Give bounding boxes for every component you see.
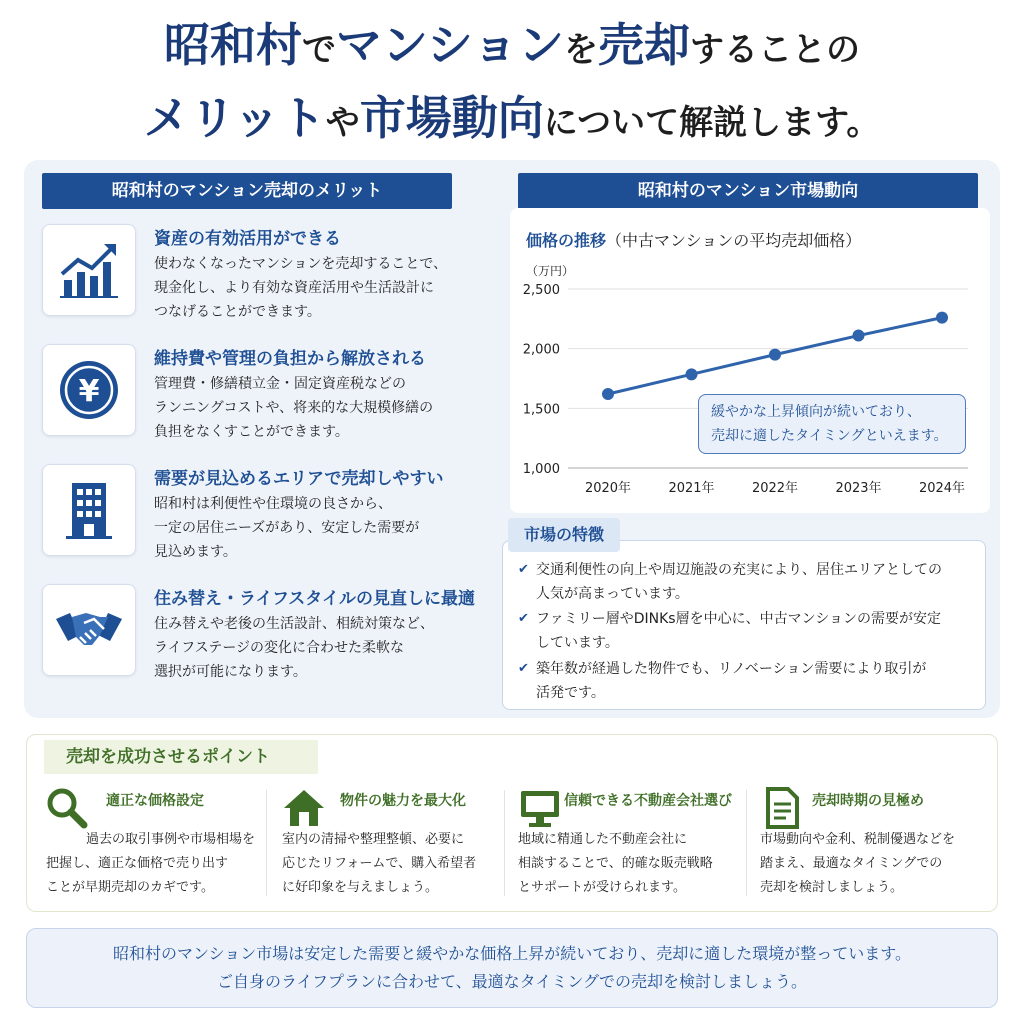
- headline-part: や: [325, 103, 360, 143]
- points-label: 売却を成功させるポイント: [44, 740, 318, 774]
- point-text: [282, 828, 476, 900]
- headline-line-2: [0, 87, 1024, 160]
- headline-part: マンション: [336, 18, 564, 72]
- chart-title-accent: 価格の推移: [526, 231, 607, 250]
- handshake-icon: [54, 605, 124, 655]
- feature-text-line: しています。: [536, 635, 619, 651]
- headline-part: 市場動向: [359, 91, 544, 145]
- point-title: 物件の魅力を最大化: [340, 793, 466, 809]
- merit-text: [154, 612, 484, 684]
- merit-text-line: つなげることができます。: [154, 304, 321, 320]
- headline-part: で: [302, 30, 337, 70]
- conclusion-box: [26, 928, 998, 1008]
- check-icon: ✔: [518, 562, 529, 577]
- merit-icon-box: [42, 584, 136, 676]
- feature-text-line: 活発です。: [536, 685, 605, 701]
- point-title: 適正な価格設定: [106, 793, 204, 809]
- merit-title: 資産の有効活用ができる: [154, 229, 341, 249]
- merit-text-line: 住み替えや老後の生活設計、相続対策など、: [154, 616, 434, 632]
- y-tick-label: 1,500: [522, 402, 560, 418]
- magnifier-icon: [44, 786, 88, 830]
- headline-part: することの: [689, 30, 860, 70]
- point-text-line: 過去の取引事例や市場相場を: [86, 832, 256, 847]
- headline-line-1: [0, 14, 1024, 87]
- merit-title: 住み替え・ライフスタイルの見直しに最適: [154, 589, 475, 609]
- building-icon: [64, 479, 114, 541]
- y-tick-label: 1,000: [522, 462, 560, 477]
- chart-title: [526, 228, 861, 251]
- merit-text: [154, 492, 484, 564]
- points-divider: [504, 790, 505, 896]
- feature-text: [536, 607, 941, 655]
- feature-text: [536, 558, 942, 606]
- point-text-line: 相談することで、的確な販売戦略: [518, 856, 713, 871]
- merit-text-line: ランニングコストや、将来的な大規模修繕の: [154, 400, 434, 416]
- y-axis-unit: （万円）: [526, 264, 575, 278]
- yen-icon: [57, 358, 121, 422]
- point-text-line: とサポートが受けられます。: [518, 880, 686, 895]
- merit-icon-box: [42, 344, 136, 436]
- document-icon: [760, 786, 804, 830]
- feature-text-line: 築年数が経過した物件でも、リノベーション需要により取引が: [536, 661, 927, 677]
- feature-text-line: 人気が高まっています。: [536, 586, 689, 602]
- point-text-line: に好印象を与えましょう。: [282, 880, 439, 895]
- point-text-line: ことが早期売却のカギです。: [46, 880, 214, 895]
- y-tick-label: 2,500: [522, 283, 560, 298]
- feature-text-line: 交通利便性の向上や周辺施設の充実により、居住エリアとしての: [536, 562, 942, 578]
- merit-item: [42, 224, 482, 320]
- chart-title-rest: （中古マンションの平均売却価格）: [606, 231, 862, 250]
- feature-text: [536, 657, 926, 705]
- points-divider: [266, 790, 267, 896]
- point-text-line: 把握し、適正な価格で売り出す: [46, 856, 229, 871]
- x-tick-label: 2024年: [918, 481, 966, 496]
- y-tick-label: 2,000: [522, 342, 560, 358]
- headline-part: について解説します。: [543, 103, 881, 143]
- svg-text:¥: ¥: [78, 374, 100, 409]
- house-icon: [282, 786, 326, 830]
- headline-part: 売却: [597, 18, 690, 72]
- conclusion-line: 昭和村のマンション市場は安定した需要と緩やかな価格上昇が続いており、売却に適した環境が整っています。: [112, 944, 911, 963]
- point-text: [46, 828, 255, 900]
- x-tick-label: 2023年: [835, 481, 882, 496]
- conclusion-line: ご自身のライフプランに合わせて、最適なタイミングでの売却を検討しましょう。: [216, 972, 808, 991]
- merit-text-line: 管理費・修繕積立金・固定資産税などの: [154, 376, 406, 392]
- point-text-line: 踏まえ、最適なタイミングでの: [760, 856, 943, 871]
- merit-text-line: 現金化し、より有効な資産活用や生活設計に: [154, 280, 434, 296]
- merit-item: [42, 584, 482, 680]
- page-headline: [0, 14, 1024, 160]
- merit-text-line: 見込めます。: [154, 544, 237, 560]
- point-text-line: 応じたリフォームで、購入希望者: [282, 856, 477, 871]
- x-tick-label: 2021年: [668, 481, 715, 496]
- check-icon: ✔: [518, 661, 529, 676]
- merit-text-line: 一定の居住ニーズがあり、安定した需要が: [154, 520, 420, 536]
- point-text-line: 売却を検討しましょう。: [760, 880, 904, 895]
- merit-title: 維持費や管理の負担から解放される: [154, 349, 426, 369]
- point-text-line: 市場動向や金利、税制優遇などを: [760, 832, 956, 847]
- merit-text-line: 昭和村は利便性や住環境の良さから、: [154, 496, 392, 512]
- check-icon: ✔: [518, 611, 529, 626]
- chart-note-line: 売却に適したタイミングといえます。: [711, 428, 948, 444]
- point-title: 売却時期の見極め: [812, 793, 924, 809]
- merit-text: [154, 372, 484, 444]
- points-divider: [746, 790, 747, 896]
- market-features-label: 市場の特徴: [508, 518, 620, 552]
- merit-icon-box: [42, 464, 136, 556]
- merit-text-line: 使わなくなったマンションを売却することで、: [154, 256, 448, 272]
- headline-part: 昭和村: [164, 18, 303, 72]
- x-tick-label: 2022年: [751, 481, 799, 496]
- x-tick-label: 2020年: [584, 481, 632, 496]
- merits-header: 昭和村のマンション売却のメリット: [42, 173, 452, 209]
- headline-part: メリット: [143, 91, 326, 145]
- chart-note-line: 緩やかな上昇傾向が続いており、: [711, 404, 921, 420]
- point-text: [518, 828, 713, 900]
- merit-text: [154, 252, 484, 324]
- growth-chart-icon: [58, 240, 120, 300]
- merit-title: 需要が見込めるエリアで売却しやすい: [154, 469, 444, 489]
- headline-part: を: [563, 30, 598, 70]
- merit-text-line: 選択が可能になります。: [154, 664, 307, 680]
- merit-text-line: ライフステージの変化に合わせた柔軟な: [154, 640, 405, 656]
- point-title: 信頼できる不動産会社選び: [564, 793, 732, 809]
- chart-card: [510, 208, 990, 513]
- monitor-icon: [518, 786, 562, 830]
- chart-note: [698, 394, 966, 454]
- point-text-line: 地域に精通した不動産会社に: [518, 832, 688, 847]
- merit-icon-box: [42, 224, 136, 316]
- merit-item: [42, 344, 482, 440]
- point-text-line: 室内の清掃や整理整頓、必要に: [282, 832, 465, 847]
- market-header: 昭和村のマンション市場動向: [518, 173, 978, 209]
- feature-text-line: ファミリー層やDINKs層を中心に、中古マンションの需要が安定: [536, 611, 941, 627]
- merit-item: [42, 464, 482, 560]
- point-text: [760, 828, 955, 900]
- merit-text-line: 負担をなくすことができます。: [154, 424, 349, 440]
